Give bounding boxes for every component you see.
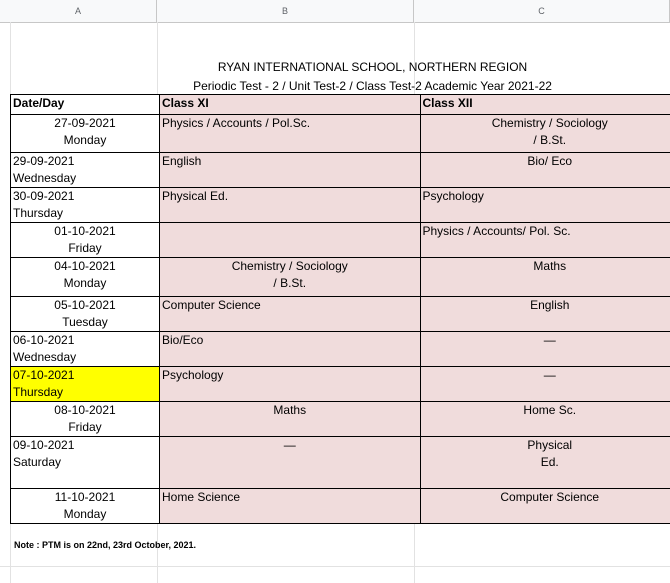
column-header-c[interactable]: C xyxy=(414,0,670,22)
date-cell-highlighted[interactable] xyxy=(11,367,160,402)
class-xii-cell[interactable]: English xyxy=(420,297,670,332)
class-xii-cell[interactable]: Computer Science xyxy=(420,489,670,524)
date-cell[interactable] xyxy=(11,297,160,332)
dash-mark: — xyxy=(543,368,556,382)
class-xi-cell[interactable]: Bio/Eco xyxy=(160,332,421,367)
school-title: RYAN INTERNATIONAL SCHOOL, NORTHERN REGION xyxy=(217,60,528,74)
class-xii-cell[interactable]: Psychology xyxy=(420,188,670,223)
class-xii-cell[interactable]: Maths xyxy=(420,258,670,297)
class-xii-cell[interactable] xyxy=(420,332,670,367)
date-cell[interactable] xyxy=(11,489,160,524)
day-value: Wednesday xyxy=(13,350,77,364)
table-row xyxy=(11,489,670,524)
date-cell[interactable] xyxy=(11,437,160,489)
date-value: 05-10-2021 xyxy=(54,298,116,312)
day-value: Tuesday xyxy=(62,315,108,329)
class-xii-cell[interactable]: Bio/ Eco xyxy=(420,153,670,188)
class-xi-cell[interactable] xyxy=(160,223,421,258)
header-date[interactable]: Date/Day xyxy=(11,95,160,115)
class-xi-cell[interactable]: Computer Science xyxy=(160,297,421,332)
table-row xyxy=(11,115,670,153)
day-value: Friday xyxy=(68,420,102,434)
date-value: 01-10-2021 xyxy=(54,224,116,238)
class-xii-cell[interactable] xyxy=(420,115,670,153)
column-header-bar xyxy=(0,0,670,23)
subject-text: Chemistry / Sociology xyxy=(491,116,608,130)
table-row xyxy=(11,297,670,332)
table-row xyxy=(11,223,670,258)
table-row xyxy=(11,367,670,402)
table-row xyxy=(11,188,670,223)
date-value: 06-10-2021 xyxy=(13,333,75,347)
day-value: Thursday xyxy=(13,385,64,399)
class-xi-cell[interactable]: Home Science xyxy=(160,489,421,524)
class-xi-cell[interactable]: Physical Ed. xyxy=(160,188,421,223)
subject-text: / B.St. xyxy=(273,276,307,290)
date-cell[interactable] xyxy=(11,258,160,297)
class-xii-cell[interactable]: Home Sc. xyxy=(420,402,670,437)
date-value: 09-10-2021 xyxy=(13,438,75,452)
subject-text: Physical xyxy=(527,438,573,452)
dash-mark: — xyxy=(543,333,556,347)
date-cell[interactable] xyxy=(11,188,160,223)
day-value: Saturday xyxy=(13,455,62,469)
schedule-table xyxy=(10,94,670,524)
date-value: 08-10-2021 xyxy=(54,403,116,417)
class-xi-cell[interactable]: Psychology xyxy=(160,367,421,402)
column-header-b[interactable]: B xyxy=(157,0,414,22)
class-xii-cell[interactable] xyxy=(420,367,670,402)
day-value: Monday xyxy=(63,507,107,521)
class-xi-cell[interactable]: English xyxy=(160,153,421,188)
table-header-row xyxy=(11,95,670,115)
date-cell[interactable] xyxy=(11,153,160,188)
day-value: Wednesday xyxy=(13,171,77,185)
date-value: 30-09-2021 xyxy=(13,189,75,203)
date-value: 27-09-2021 xyxy=(54,116,116,130)
date-cell[interactable] xyxy=(11,115,160,153)
table-row xyxy=(11,332,670,367)
subject-text: / B.St. xyxy=(533,133,567,147)
date-value: 04-10-2021 xyxy=(54,259,116,273)
day-value: Thursday xyxy=(13,206,64,220)
day-value: Friday xyxy=(68,241,102,255)
date-value: 11-10-2021 xyxy=(54,490,116,504)
dash-mark: — xyxy=(283,438,296,452)
date-cell[interactable] xyxy=(11,332,160,367)
subject-text: Chemistry / Sociology xyxy=(231,259,348,273)
date-cell[interactable] xyxy=(11,402,160,437)
class-xii-cell[interactable]: Physics / Accounts/ Pol. Sc. xyxy=(420,223,670,258)
subject-text: Ed. xyxy=(540,455,559,469)
ptm-note: Note : PTM is on 22nd, 23rd October, 2021. xyxy=(14,540,197,550)
class-xii-cell[interactable] xyxy=(420,437,670,489)
day-value: Monday xyxy=(63,276,107,290)
class-xi-cell[interactable] xyxy=(160,437,421,489)
day-value: Monday xyxy=(63,133,107,147)
header-class-xi[interactable]: Class XI xyxy=(160,95,421,115)
header-class-xii[interactable]: Class XII xyxy=(420,95,670,115)
class-xi-cell[interactable] xyxy=(160,258,421,297)
class-xi-cell[interactable]: Physics / Accounts / Pol.Sc. xyxy=(160,115,421,153)
table-row xyxy=(11,402,670,437)
date-value: 29-09-2021 xyxy=(13,154,75,168)
grid-line xyxy=(0,566,670,567)
exam-subtitle: Periodic Test - 2 / Unit Test-2 / Class Test-2 Academic Year 2021-22 xyxy=(193,79,552,93)
date-cell[interactable] xyxy=(11,223,160,258)
table-row xyxy=(11,258,670,297)
date-value: 07-10-2021 xyxy=(13,368,75,382)
table-row xyxy=(11,437,670,489)
column-header-a[interactable]: A xyxy=(0,0,157,22)
table-row xyxy=(11,153,670,188)
class-xi-cell[interactable]: Maths xyxy=(160,402,421,437)
